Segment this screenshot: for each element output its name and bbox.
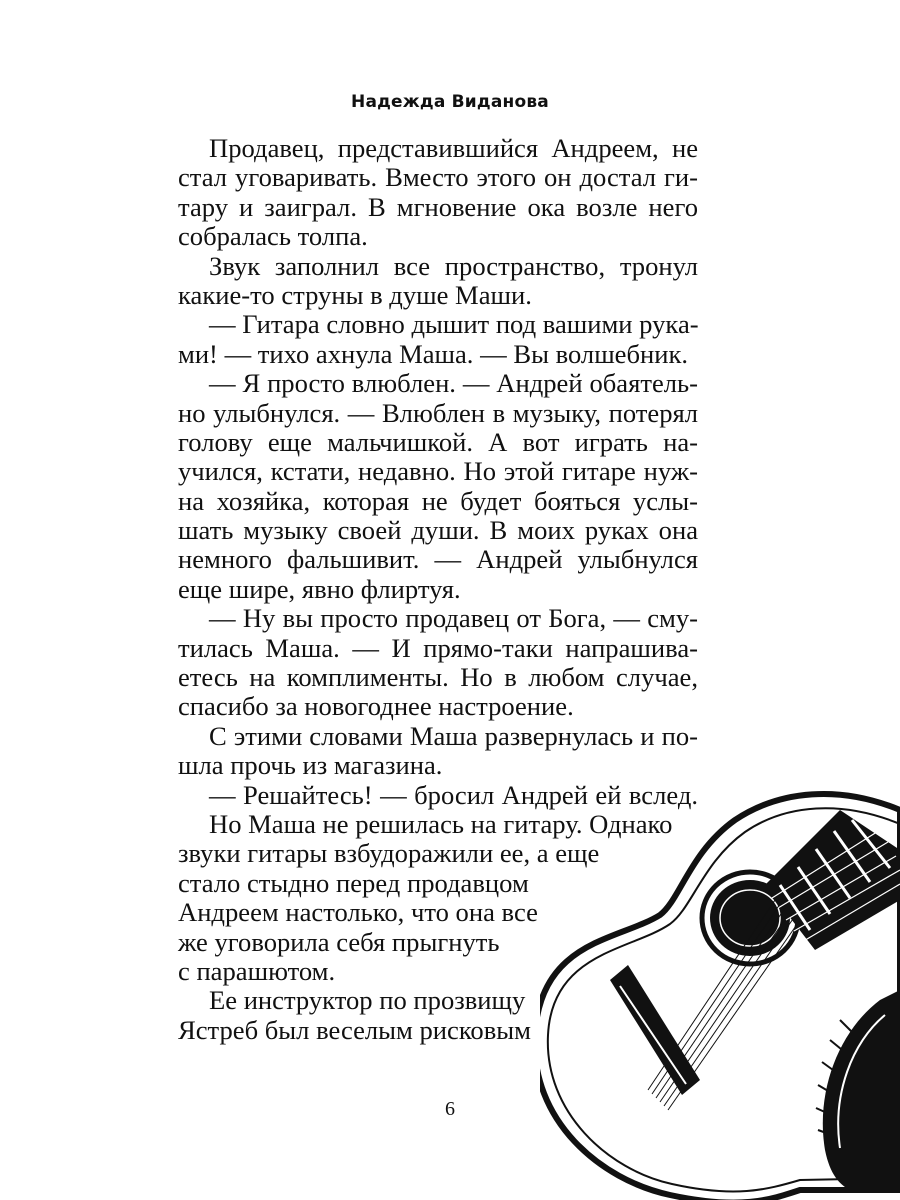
text-line: С этими словами Маша развернулась и по- <box>209 720 698 751</box>
text-line: шать музыку своей души. В моих руках она <box>178 515 698 546</box>
text-line: — Гитара словно дышит под вашими рука- <box>209 309 699 340</box>
text-line: — Я просто влюблен. — Андрей обаятель- <box>209 368 698 399</box>
text-line: Ее инструктор по прозвищу <box>209 985 526 1016</box>
running-head-author: Надежда Виданова <box>351 92 549 112</box>
guitar-icon <box>540 790 900 1200</box>
text-line: еще шире, явно флиртуя. <box>178 573 461 604</box>
text-line: но улыбнулся. — Влюблен в музыку, потерял <box>178 397 698 428</box>
text-line: какие-то струны в душе Маши. <box>178 279 532 310</box>
text-line: стал уговаривать. Вместо этого он достал ги- <box>178 162 698 193</box>
text-line: немного фальшивит. — Андрей улыбнулся <box>178 544 698 575</box>
text-line: етесь на комплименты. Но в любом случае, <box>178 662 698 693</box>
text-line: Звук заполнил все пространство, тронул <box>209 250 698 281</box>
text-line: тару и заиграл. В мгновение ока возле него <box>178 191 698 222</box>
text-line: — Решайтесь! — бросил Андрей ей вслед. <box>209 779 698 810</box>
text-line: — Ну вы просто продавец от Бога, — сму- <box>209 603 698 634</box>
text-line: стало стыдно перед продавцом <box>178 867 529 898</box>
text-line: голову еще мальчишкой. А вот играть на- <box>178 426 698 457</box>
text-line: Но Маша не решилась на гитару. Однако <box>209 808 673 839</box>
text-line: шла прочь из магазина. <box>178 750 443 781</box>
text-line: Ястреб был веселым рисковым <box>178 1014 531 1045</box>
text-line: собралась толпа. <box>178 221 368 252</box>
text-line: же уговорила себя прыгнуть <box>178 926 500 957</box>
text-line: учился, кстати, недавно. Но этой гитаре нуж- <box>178 456 698 487</box>
text-line: звуки гитары взбудоражили ее, а еще <box>178 838 600 869</box>
text-line: тилась Маша. — И прямо-таки напрашива- <box>178 632 698 663</box>
text-line: спасибо за новогоднее настроение. <box>178 691 574 722</box>
text-line: на хозяйка, которая не будет бояться услы- <box>178 485 698 516</box>
text-line: Андреем настолько, что она все <box>178 897 538 928</box>
page-number: 6 <box>445 1098 455 1120</box>
text-line: с парашютом. <box>178 955 336 986</box>
text-line: Продавец, представившийся Андреем, не <box>209 133 698 163</box>
text-line: ми! — тихо ахнула Маша. — Вы волшебник. <box>178 338 689 369</box>
